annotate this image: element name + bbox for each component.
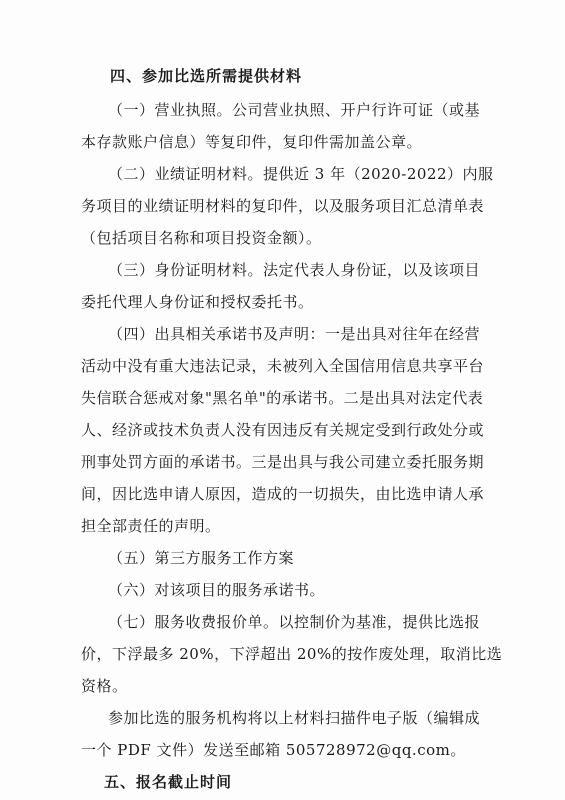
item-7-line-2: 价，下浮最多 20%，下浮超出 20%的按作废处理，取消比选 [81,645,503,663]
item-4-line-6: 间，因比选申请人原因，造成的一切损失，由比选申请人承 [81,485,485,503]
section-4-heading: 四、参加比选所需提供材料 [110,67,303,85]
submission-line-2: 一个 PDF 文件）发送至邮箱 505728972@qq.com。 [81,741,466,759]
item-1-line-2: 本存款账户信息）等复印件，复印件需加盖公章。 [81,133,423,151]
item-2-line-1: （二）业绩证明材料。提供近 3 年（2020-2022）内服 [108,165,494,183]
item-7-line-3: 资格。 [81,677,128,695]
item-4-line-3: 失信联合惩戒对象"黑名单"的承诺书。二是出具对法定代表 [81,389,484,407]
item-1-line-1: （一）营业执照。公司营业执照、开户行许可证（或基 [108,101,481,119]
item-2-line-2: 务项目的业绩证明材料的复印件，以及服务项目汇总清单表 [81,197,485,215]
item-4-line-7: 担全部责任的声明。 [81,517,221,535]
item-5-line-1: （五）第三方服务工作方案 [108,549,295,567]
submission-line-1: 参加比选的服务机构将以上材料扫描件电子版（编辑成 [108,709,481,727]
item-3-line-2: 委托代理人身份证和授权委托书。 [81,293,314,311]
item-4-line-2: 活动中没有重大违法记录，未被列入全国信用信息共享平台 [81,357,485,375]
item-4-line-5: 刑事处罚方面的承诺书。三是出具与我公司建立委托服务期 [81,453,485,471]
item-6-line-1: （六）对该项目的服务承诺书。 [108,581,326,599]
item-7-line-1: （七）服务收费报价单。以控制价为基准，提供比选报 [108,613,481,631]
item-4-line-1: （四）出具相关承诺书及声明：一是出具对往年在经营 [108,325,481,343]
section-5-heading: 五、报名截止时间 [104,773,233,791]
item-2-line-3: （包括项目名称和项目投资金额）。 [81,229,322,247]
item-4-line-4: 人、经济或技术负责人没有因违反有关规定受到行政处分或 [81,421,485,439]
item-3-line-1: （三）身份证明材料。法定代表人身份证，以及该项目 [108,261,481,279]
